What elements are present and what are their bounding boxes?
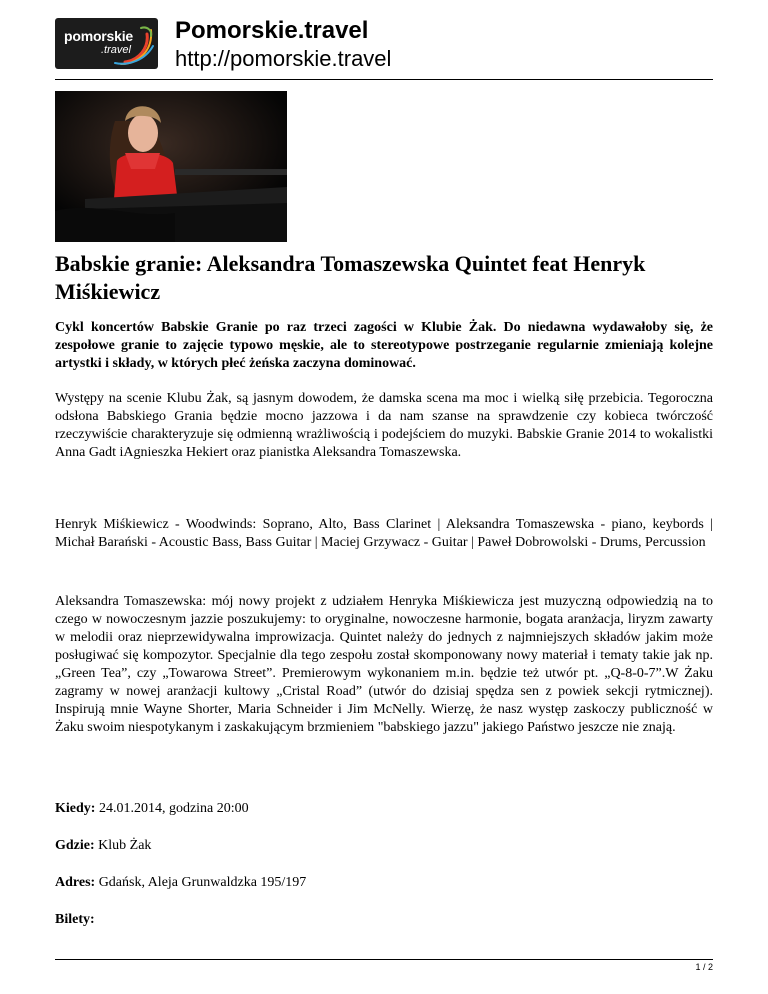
event-address xyxy=(55,874,306,892)
article-title: Babskie granie: Aleksandra Tomaszewska Quintet feat Henryk Miśkiewicz xyxy=(55,251,646,304)
footer-divider xyxy=(55,959,713,960)
event-tickets xyxy=(55,911,95,929)
article-paragraph: Aleksandra Tomaszewska: mój nowy projekt z udziałem Henryka Miśkiewicza jest muzyczną odpowiedzią na to czego w nowoczesnym jazzie poszukujemy: to oryginalne, nowoczesne harmonie, bogata aranżacja, liryzm zawarty w melodii oraz nieprzewidywalna improwizacja. Quintet należy do jednych z najmniejszych składów jakim może posługiwać się kompozytor. Specjalnie dla tego zespołu został skomponowany nowy materiał i tematy takie jak np. „Green Tea”, czy „Towarowa Street”. Premierowym wykonaniem m.in. będzie też utwór pt. „Q-8-0-7”.W Żaku zagramy w nowej aranżacji kultowy „Cristal Road” (utwór do dzisiaj spędza sen z powiek sekcji rytmicznej). Inspirują mnie Wayne Shorter, Maria Schneider i Jim McNelly. Wierzę, że nasz występ zaskoczy publiczność w Żaku swoim niespotykanym i zaskakującym brzmieniem "babskiego jazzu" jakiego Państwo jeszcze nie znają. xyxy=(55,594,713,735)
page-number: 1 / 2 xyxy=(695,962,713,972)
article-lead: Cykl koncertów Babskie Granie po raz trzeci zagości w Klubie Żak. Do niedawna wydawałoby się, że zespołowe granie to zajęcie typowo męskie, ale to stereotypowe postrzeganie regularnie zmieniają kolejne artystki i składy, w których płeć żeńska zaczyna dominować. xyxy=(55,320,713,371)
event-address-label: Adres: xyxy=(55,875,96,890)
event-date-label: Kiedy: xyxy=(55,801,96,816)
pomorskie-travel-logo[interactable] xyxy=(55,18,158,69)
pianist-image xyxy=(55,91,287,242)
event-venue-value: Klub Żak xyxy=(94,838,152,853)
logo-wordmark: pomorskie xyxy=(64,28,133,44)
event-date-value: 24.01.2014, godzina 20:00 xyxy=(95,801,249,816)
event-tickets-label: Bilety: xyxy=(55,912,95,927)
site-name: Pomorskie.travel xyxy=(175,17,369,44)
concert-photo xyxy=(55,91,287,242)
site-url-link[interactable]: http://pomorskie.travel xyxy=(175,46,392,71)
event-date xyxy=(55,800,249,818)
logo-suffix: .travel xyxy=(101,44,131,56)
page-header xyxy=(55,18,713,78)
event-venue-label: Gdzie: xyxy=(55,838,95,853)
event-venue xyxy=(55,837,151,855)
lineup-paragraph: Henryk Miśkiewicz - Woodwinds: Soprano, Alto, Bass Clarinet | Aleksandra Tomaszewska - piano, keybords | Michał Barański - Acoustic Bass, Bass Guitar | Maciej Grzywacz - Guitar | Paweł Dobrowolski - Drums, Percussion xyxy=(55,517,713,550)
event-address-value: Gdańsk, Aleja Grunwaldzka 195/197 xyxy=(95,875,307,890)
article-paragraph: Występy na scenie Klubu Żak, są jasnym dowodem, że damska scena ma moc i wielką siłę przebicia. Tegoroczna odsłona Babskiego Grania będzie mocno jazzowa i da nam szanse na sprawdzenie czy kobieca twórczość rzeczywiście charakteryzuje się odmienną wrażliwością i podejściem do muzyki. Babskie Granie 2014 to wokalistki Anna Gadt iAgnieszka Hekiert oraz pianistka Aleksandra Tomaszewska. xyxy=(55,391,713,460)
header-divider xyxy=(55,79,713,80)
